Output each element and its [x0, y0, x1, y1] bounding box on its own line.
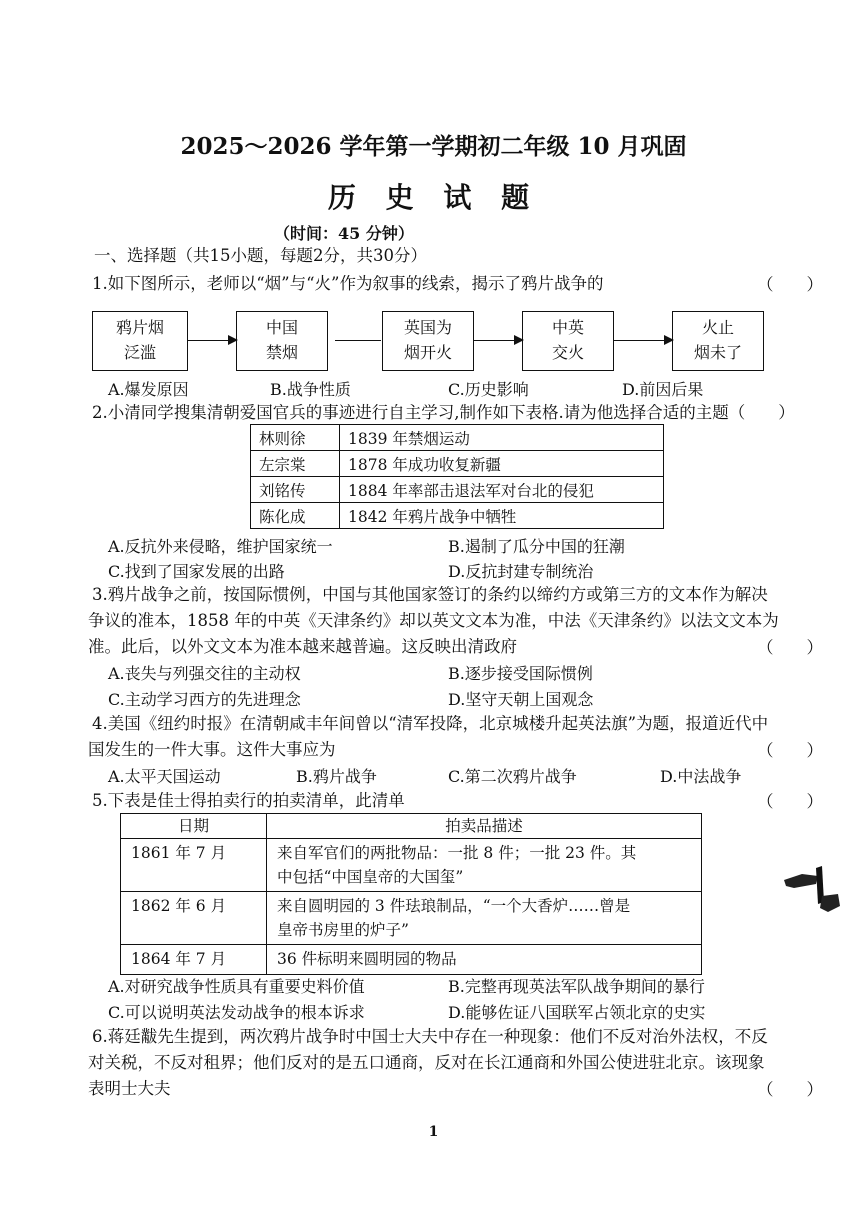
flow-box-1	[92, 311, 188, 371]
q2-event-cell: 1878 年成功收复新疆	[340, 451, 664, 477]
q4-stem-line2: 国发生的一件大事。这件大事应为	[88, 740, 336, 759]
q5-option-b: B.完整再现英法军队战争期间的暴行	[448, 977, 705, 996]
flow-box-2-line2: 禁烟	[265, 343, 298, 362]
q5-answer-paren: （ ）	[757, 792, 823, 811]
scan-smudge-mark	[782, 866, 842, 924]
q1-option-c: C.历史影响	[448, 380, 529, 399]
flow-box-5-line2: 烟未了	[693, 343, 742, 362]
q1-option-a: A.爆发原因	[108, 380, 189, 399]
col-date-header: 日期	[121, 814, 267, 839]
q5-option-c: C.可以说明英法发动战争的根本诉求	[108, 1003, 365, 1022]
q2-name-cell: 林则徐	[251, 425, 340, 451]
flow-box-4	[522, 311, 614, 371]
flow-arrow-3	[474, 340, 522, 341]
flow-box-2-line1: 中国	[265, 318, 298, 337]
q1-option-d: D.前因后果	[622, 380, 704, 399]
q2-event-cell: 1884 年率部击退法军对台北的侵犯	[340, 477, 664, 503]
q3-stem-line3: 准。此后，以外文文本为准本越来越普遍。这反映出清政府	[88, 637, 517, 656]
flow-box-3	[382, 311, 474, 371]
flow-arrow-4	[614, 340, 672, 341]
desc-line: 皇帝书房里的炉子”	[277, 921, 409, 939]
q2-event-cell: 1842 年鸦片战争中牺牲	[340, 503, 664, 529]
table-row	[121, 892, 702, 945]
flow-box-2	[236, 311, 328, 371]
q3-option-b: B.逐步接受国际惯例	[448, 664, 593, 683]
q6-stem-line1: 6.蒋廷黻先生提到，两次鸦片战争时中国士大夫中存在一种现象：他们不反对治外法权，不反	[92, 1027, 768, 1046]
q4-option-c: C.第二次鸦片战争	[448, 767, 577, 786]
table-row	[251, 451, 664, 477]
flow-box-4-line1: 中英	[551, 318, 584, 337]
date-cell: 1862 年 6 月	[121, 892, 267, 945]
q2-name-cell: 左宗棠	[251, 451, 340, 477]
date-cell: 1864 年 7 月	[121, 945, 267, 975]
q1-answer-paren: （ ）	[757, 275, 823, 294]
flow-box-5-line1: 火止	[701, 318, 734, 337]
table-row	[251, 503, 664, 529]
q4-option-d: D.中法战争	[660, 767, 742, 786]
q2-option-a: A.反抗外来侵略，维护国家统一	[108, 537, 333, 556]
time-limit: （时间：45 分钟）	[274, 224, 414, 243]
exam-title: 2025～2026 学年第一学期初二年级 10 月巩固	[180, 133, 687, 160]
q4-option-a: A.太平天国运动	[108, 767, 221, 786]
flow-arrow-1	[188, 340, 236, 341]
q1-option-b: B.战争性质	[270, 380, 351, 399]
q3-stem-line1: 3.鸦片战争之前，按国际惯例，中国与其他国家签订的条约以缔约方或第三方的文本作为解决	[92, 585, 768, 604]
q5-option-d: D.能够佐证八国联军占领北京的史实	[448, 1003, 706, 1022]
page-number: 1	[428, 1124, 439, 1140]
flow-box-1-line2: 泛滥	[123, 343, 156, 362]
q5-option-a: A.对研究战争性质具有重要史料价值	[108, 977, 365, 996]
q3-option-d: D.坚守天朝上国观念	[448, 690, 594, 709]
flow-box-5	[672, 311, 764, 371]
q2-option-b: B.遏制了瓜分中国的狂潮	[448, 537, 625, 556]
q3-option-a: A.丧失与列强交往的主动权	[108, 664, 301, 683]
table-header-row	[121, 814, 702, 839]
q4-answer-paren: （ ）	[757, 741, 823, 760]
desc-line: 中包括“中国皇帝的大国玺”	[277, 868, 464, 886]
q4-stem-line1: 4.美国《纽约时报》在清朝咸丰年间曾以“清军投降，北京城楼升起英法旗”为题，报道近代中	[92, 714, 769, 733]
q3-answer-paren: （ ）	[757, 638, 823, 657]
table-row	[121, 839, 702, 892]
desc-cell: 36 件标明来圆明园的物品	[267, 945, 702, 975]
desc-cell	[267, 892, 702, 945]
subject-title: 历 史 试 题	[327, 181, 540, 214]
q3-stem-line2: 争议的准本，1858 年的中英《天津条约》却以英文文本为准，中法《天津条约》以法文文本为	[88, 611, 779, 630]
q2-event-cell: 1839 年禁烟运动	[340, 425, 664, 451]
date-cell: 1861 年 7 月	[121, 839, 267, 892]
table-row	[121, 945, 702, 975]
desc-line: 来自军官们的两批物品：一批 8 件；一批 23 件。其	[277, 844, 637, 862]
table-row	[251, 425, 664, 451]
desc-cell	[267, 839, 702, 892]
q2-option-d: D.反抗封建专制统治	[448, 562, 594, 581]
q5-stem: 5.下表是佳士得拍卖行的拍卖清单，此清单	[92, 791, 405, 810]
q2-option-c: C.找到了国家发展的出路	[108, 562, 285, 581]
q2-table	[250, 424, 664, 529]
col-desc-header: 拍卖品描述	[267, 814, 702, 839]
q6-answer-paren: （ ）	[757, 1080, 823, 1099]
q4-option-b: B.鸦片战争	[296, 767, 377, 786]
q5-auction-table	[120, 813, 702, 975]
section-heading: 一、选择题（共15小题，每题2分，共30分）	[94, 246, 427, 265]
desc-line: 来自圆明园的 3 件珐琅制品，“一个大香炉……曾是	[277, 897, 631, 915]
q2-stem: 2.小清同学搜集清朝爱国官兵的事迹进行自主学习,制作如下表格.请为他选择合适的主题（ ）	[92, 403, 795, 422]
flow-box-4-line2: 交火	[551, 343, 584, 362]
q1-stem: 1.如下图所示，老师以“烟”与“火”作为叙事的线索，揭示了鸦片战争的	[92, 274, 604, 293]
flow-box-1-line1: 鸦片烟	[115, 318, 164, 337]
q2-name-cell: 刘铭传	[251, 477, 340, 503]
q6-stem-line3: 表明士大夫	[88, 1079, 171, 1098]
q6-stem-line2: 对关税，不反对租界；他们反对的是五口通商，反对在长江通商和外国公使进驻北京。该现象	[88, 1053, 765, 1072]
q3-option-c: C.主动学习西方的先进理念	[108, 690, 301, 709]
flow-box-3-line2: 烟开火	[403, 343, 452, 362]
flow-box-3-line1: 英国为	[403, 318, 452, 337]
flow-connector-2	[335, 340, 381, 341]
q2-name-cell: 陈化成	[251, 503, 340, 529]
table-row	[251, 477, 664, 503]
